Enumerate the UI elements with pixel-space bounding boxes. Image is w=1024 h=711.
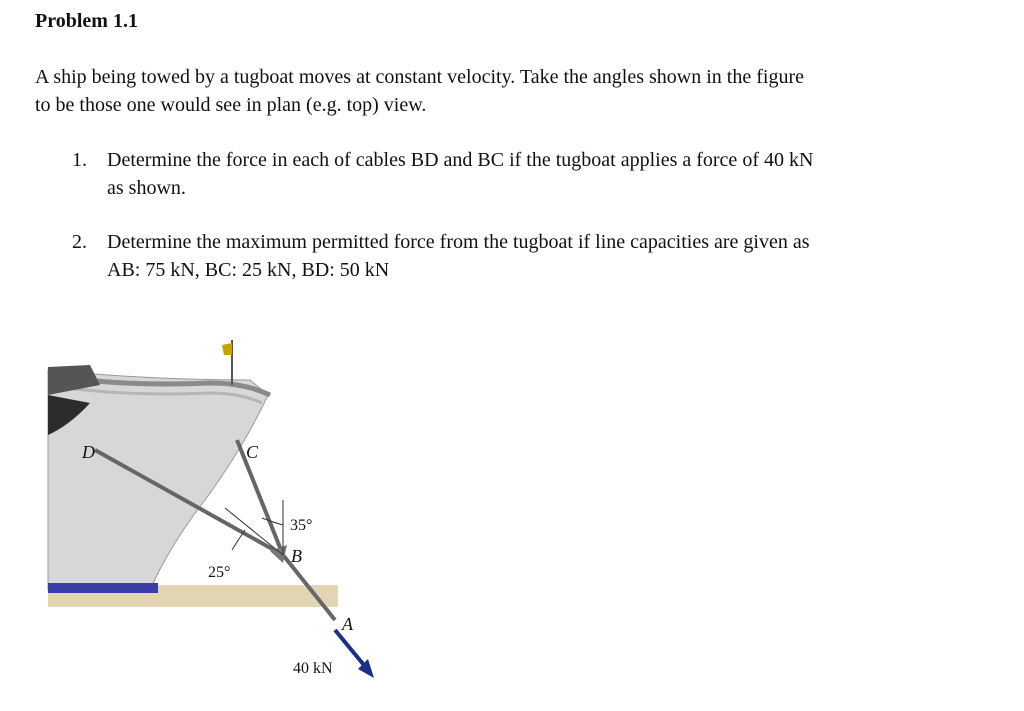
ship-tow-diagram xyxy=(0,325,420,695)
question-2-line-1: Determine the maximum permitted force from the tugboat if line capacities are given as xyxy=(107,231,810,253)
problem-intro xyxy=(35,63,975,119)
question-1-line-2: as shown. xyxy=(107,177,186,199)
waterline-stripe xyxy=(48,583,158,593)
question-1-number: 1. xyxy=(72,149,87,171)
intro-line-1: A ship being towed by a tugboat moves at constant velocity. Take the angles shown in the figure xyxy=(35,66,804,88)
question-2-number: 2. xyxy=(72,231,87,253)
question-2-line-2: AB: 75 kN, BC: 25 kN, BD: 50 kN xyxy=(107,259,390,281)
label-C: C xyxy=(246,442,259,462)
intro-line-2: to be those one would see in plan (e.g. top) view. xyxy=(35,94,427,116)
label-D: D xyxy=(82,442,95,462)
cable-BC xyxy=(237,440,283,555)
label-B: B xyxy=(291,546,302,566)
question-1-line-1: Determine the force in each of cables BD and BC if the tugboat applies a force of 40 kN xyxy=(107,149,814,171)
label-A: A xyxy=(342,614,353,634)
flag xyxy=(222,343,232,355)
label-force: 40 kN xyxy=(293,660,333,677)
problem-title: Problem 1.1 xyxy=(35,10,138,32)
label-angle-35: 35° xyxy=(290,517,313,534)
angle-arc-25 xyxy=(232,530,245,550)
label-angle-25: 25° xyxy=(208,564,231,581)
ship-tow-figure xyxy=(0,325,420,695)
